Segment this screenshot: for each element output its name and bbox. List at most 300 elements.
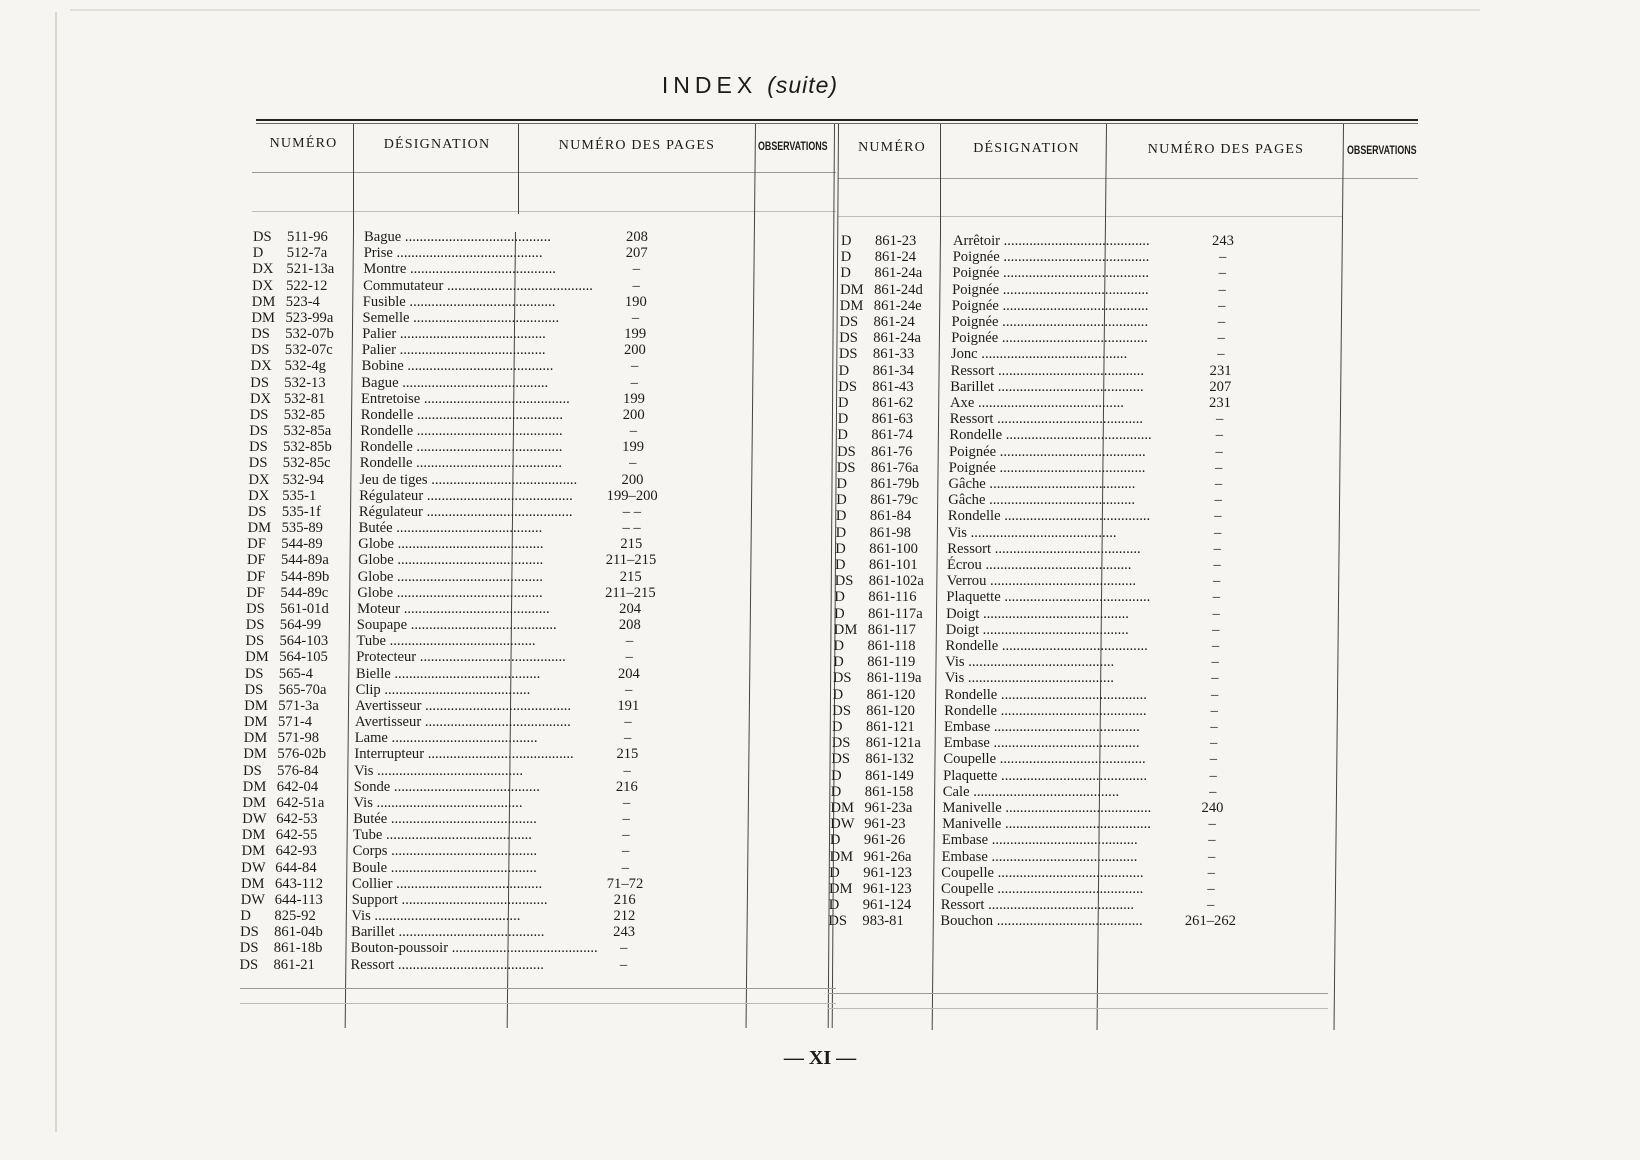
table-row	[240, 908, 740, 924]
table-row	[839, 330, 1339, 346]
row-number: 861-119a	[866, 670, 922, 687]
row-number: 861-120	[866, 686, 916, 703]
row-designation: Tube ........................................	[356, 633, 536, 650]
table-row	[836, 525, 1336, 541]
row-pages: –	[1213, 540, 1221, 557]
row-designation: Coupelle ........................................	[941, 881, 1144, 897]
page-title	[0, 72, 1500, 99]
row-designation: Poignée ........................................	[952, 281, 1149, 298]
row-designation: Interrupteur ........................................	[354, 746, 574, 763]
row-number: 576-02b	[277, 746, 327, 763]
row-pages: 190	[624, 293, 647, 310]
row-prefix: DS	[838, 346, 858, 363]
row-prefix: DW	[240, 891, 266, 908]
row-number: 861-24	[874, 249, 917, 266]
table-row	[244, 714, 744, 730]
row-designation: Doigt ........................................	[945, 621, 1129, 638]
row-prefix: D	[832, 719, 843, 735]
row-number: 861-21	[273, 956, 315, 973]
row-prefix: D	[834, 589, 845, 606]
row-designation: Gâche ........................................	[948, 492, 1136, 509]
row-number: 961-123	[863, 881, 912, 897]
row-pages: –	[620, 940, 628, 957]
row-designation: Gâche ........................................	[948, 476, 1136, 492]
subheader-rule-right	[838, 216, 1342, 217]
row-designation: Lame ........................................	[354, 730, 538, 747]
row-pages: –	[1213, 573, 1221, 590]
row-pages: –	[625, 649, 633, 666]
row-pages: –	[1211, 670, 1219, 687]
row-designation: Avertisseur ........................................	[355, 714, 571, 731]
row-number: 861-34	[872, 362, 914, 379]
table-row	[829, 897, 1329, 913]
row-pages: –	[1219, 249, 1227, 266]
row-designation: Ressort ........................................	[950, 362, 1144, 379]
row-number: 861-04b	[274, 924, 323, 941]
row-designation: Embase ........................................	[941, 848, 1138, 865]
table-row	[836, 492, 1336, 508]
row-pages: 207	[1209, 378, 1232, 395]
row-designation: Poignée ........................................	[952, 265, 1149, 282]
row-designation: Bague ........................................	[364, 229, 551, 245]
table-row	[241, 892, 741, 908]
row-pages: –	[632, 261, 641, 278]
row-pages: –	[1208, 832, 1216, 849]
row-designation: Rondelle ........................................	[947, 508, 1151, 525]
table-row	[837, 444, 1337, 460]
row-pages: –	[1217, 346, 1225, 363]
row-prefix: D	[837, 411, 849, 428]
row-pages: –	[1215, 427, 1224, 444]
row-number: 861-119	[867, 654, 916, 671]
row-number: 642-53	[276, 811, 318, 828]
table-row	[833, 687, 1333, 703]
table-row	[240, 957, 740, 973]
row-prefix: DM	[829, 881, 853, 897]
row-prefix: DS	[839, 314, 859, 330]
row-designation: Vis ........................................	[944, 670, 1114, 687]
row-prefix: DM	[245, 649, 269, 666]
row-designation: Embase ........................................	[943, 735, 1140, 752]
row-number: 983-81	[862, 913, 904, 930]
row-prefix: D	[833, 654, 844, 671]
row-pages: –	[1209, 767, 1217, 784]
row-pages: –	[619, 956, 628, 973]
row-prefix: DM	[242, 778, 267, 795]
table-row	[832, 703, 1332, 719]
table-row	[247, 552, 747, 568]
row-prefix: DM	[830, 800, 855, 816]
row-designation: Poignée ........................................	[952, 249, 1150, 266]
table-row	[840, 298, 1340, 314]
row-designation: Ressort ........................................	[350, 956, 544, 973]
row-number: 523-99a	[285, 309, 334, 326]
row-designation: Palier ........................................	[361, 342, 546, 359]
row-number: 861-121a	[865, 735, 921, 752]
row-prefix: DM	[839, 297, 864, 314]
row-designation: Globe ........................................	[357, 568, 543, 585]
row-designation: Boule ........................................	[352, 859, 537, 876]
bottom-rule-right	[828, 993, 1328, 994]
table-row	[246, 617, 746, 633]
row-pages: –	[629, 455, 637, 472]
row-prefix: DS	[244, 665, 264, 682]
row-designation: Corps ........................................	[352, 843, 538, 860]
row-number: 861-100	[869, 540, 918, 557]
row-prefix: DF	[246, 568, 266, 585]
row-number: 571-98	[277, 730, 320, 747]
row-designation: Coupelle ........................................	[941, 864, 1144, 881]
row-prefix: DF	[247, 536, 266, 553]
table-row	[832, 735, 1332, 751]
row-number: 861-117a	[868, 605, 923, 622]
row-pages: –	[1210, 719, 1218, 735]
row-prefix: D	[835, 508, 847, 525]
row-pages: 200	[621, 471, 644, 488]
row-number: 861-79c	[870, 492, 919, 509]
table-row	[830, 832, 1330, 848]
row-prefix: DS	[245, 633, 265, 650]
row-prefix: DF	[246, 584, 266, 601]
row-designation: Écrou ........................................	[947, 557, 1132, 573]
row-number: 576-84	[277, 762, 319, 779]
table-row	[831, 768, 1331, 784]
header-designation-right: DÉSIGNATION	[973, 141, 1080, 156]
row-designation: Globe ........................................	[358, 536, 544, 553]
row-pages: 199	[623, 390, 645, 407]
row-prefix: DX	[250, 390, 272, 407]
bottom-rule-left	[240, 988, 836, 989]
row-number: 511-96	[287, 229, 328, 245]
row-pages: –	[622, 811, 630, 828]
row-prefix: D	[837, 427, 848, 444]
row-number: 521-13a	[286, 261, 335, 278]
row-prefix: D	[831, 767, 842, 784]
row-number: 532-94	[282, 471, 324, 488]
table-row	[835, 541, 1335, 557]
row-pages: 240	[1201, 800, 1224, 816]
table-row	[834, 589, 1334, 605]
row-pages: –	[1211, 638, 1220, 654]
header-designation-left: DÉSIGNATION	[383, 137, 491, 152]
row-designation: Prise ........................................	[363, 245, 543, 262]
row-prefix: D	[835, 557, 846, 573]
row-pages: 204	[617, 665, 640, 682]
table-row	[250, 407, 750, 423]
page-edge	[55, 12, 57, 1132]
row-prefix: DM	[244, 714, 268, 731]
table-row	[244, 698, 744, 714]
row-number: 523-4	[285, 293, 320, 310]
row-number: 532-85c	[282, 455, 331, 472]
row-pages: –	[1214, 492, 1222, 509]
table-row	[248, 520, 748, 536]
row-number: 861-33	[872, 346, 915, 363]
row-prefix: DM	[242, 794, 267, 811]
row-number: 861-76	[871, 443, 913, 460]
row-number: 861-84	[869, 508, 912, 525]
col-divider	[518, 124, 519, 214]
row-designation: Collier ........................................	[352, 875, 543, 892]
row-prefix: DS	[249, 439, 268, 456]
row-designation: Plaquette ........................................	[946, 589, 1151, 606]
table-row	[840, 282, 1340, 298]
bottom-rule-left-2	[240, 1003, 836, 1004]
table-row	[247, 536, 747, 552]
row-prefix: DS	[247, 503, 267, 520]
row-number: 561-01d	[280, 600, 329, 617]
row-number: 861-149	[865, 767, 914, 784]
table-row	[834, 606, 1334, 622]
row-pages: –	[631, 309, 640, 326]
row-prefix: DM	[840, 281, 864, 298]
row-designation: Rondelle ........................................	[360, 406, 563, 423]
table-row	[245, 649, 745, 665]
subheader-rule-left	[252, 211, 836, 212]
table-row	[251, 326, 751, 342]
table-row	[831, 751, 1331, 767]
row-prefix: DF	[247, 552, 266, 569]
row-number: 861-24d	[874, 281, 923, 298]
row-number: 961-26	[863, 832, 906, 849]
top-rule	[256, 119, 1418, 121]
row-designation: Axe ........................................	[950, 395, 1124, 411]
row-prefix: DW	[830, 816, 855, 833]
row-designation: Poignée ........................................	[949, 443, 1146, 460]
table-row	[834, 622, 1334, 638]
row-pages: –	[1218, 265, 1227, 282]
row-pages: –	[624, 730, 632, 747]
table-row	[833, 670, 1333, 686]
row-number: 861-79b	[870, 476, 920, 492]
row-number: 961-23a	[864, 800, 913, 816]
table-row	[243, 746, 743, 762]
table-row	[243, 779, 743, 795]
table-row	[838, 411, 1338, 427]
table-row	[240, 924, 740, 940]
row-pages: –	[1211, 654, 1219, 671]
row-number: 642-93	[275, 843, 317, 860]
table-row	[832, 719, 1332, 735]
row-prefix: DM	[243, 730, 268, 747]
row-number: 861-74	[871, 427, 913, 444]
header-numero-left: NUMÉRO	[269, 136, 338, 151]
table-row	[830, 849, 1330, 865]
row-number: 861-158	[864, 783, 914, 800]
row-designation: Clip ........................................	[355, 681, 531, 698]
row-designation: Semelle ........................................	[362, 309, 560, 326]
table-row	[841, 249, 1341, 265]
row-pages: 207	[625, 245, 648, 262]
row-number: 861-118	[867, 638, 916, 654]
table-row	[839, 346, 1339, 362]
row-prefix: DS	[250, 342, 270, 359]
row-designation: Rondelle ........................................	[360, 439, 563, 456]
row-number: 544-89c	[280, 584, 329, 601]
row-pages: 231	[1209, 362, 1232, 379]
header-pages-left: NUMÉRO DES PAGES	[558, 138, 716, 153]
table-row	[835, 573, 1335, 589]
row-designation: Arrêtoir ........................................	[953, 233, 1150, 249]
row-pages: –	[1210, 686, 1219, 703]
table-row	[253, 245, 753, 261]
row-designation: Rondelle ........................................	[944, 686, 1147, 703]
table-row	[840, 265, 1340, 281]
table-row	[831, 784, 1331, 800]
row-number: 861-63	[871, 411, 914, 428]
row-prefix: DS	[239, 956, 259, 973]
row-number: 535-1f	[281, 503, 321, 520]
row-number: 861-24	[873, 314, 915, 330]
row-prefix: D	[835, 524, 847, 541]
table-row	[837, 460, 1337, 476]
table-row	[243, 795, 743, 811]
row-number: 861-24a	[874, 265, 923, 282]
row-number: 961-123	[863, 864, 912, 881]
row-designation: Régulateur ........................................	[358, 503, 573, 520]
row-pages: 231	[1209, 395, 1231, 411]
row-pages: –	[621, 859, 629, 876]
row-designation: Embase ........................................	[941, 832, 1138, 849]
table-row	[253, 229, 753, 245]
row-number: 571-4	[278, 714, 313, 731]
row-designation: Sonde ........................................	[353, 778, 540, 795]
header-rule-left	[252, 172, 836, 173]
table-row	[249, 455, 749, 471]
table-row	[836, 508, 1336, 524]
row-number: 861-98	[869, 524, 911, 541]
row-prefix: DS	[239, 940, 259, 957]
row-number: 861-132	[865, 751, 915, 768]
row-prefix: D	[834, 605, 845, 622]
row-prefix: DS	[246, 600, 265, 617]
table-row	[833, 654, 1333, 670]
row-number: 861-18b	[273, 940, 323, 957]
table-row	[243, 763, 743, 779]
row-number: 644-84	[275, 859, 317, 876]
row-number: 861-121	[866, 719, 915, 735]
row-pages: –	[1207, 897, 1215, 914]
row-prefix: D	[252, 245, 264, 262]
row-designation: Fusible ........................................	[362, 293, 556, 310]
row-designation: Verrou ........................................	[946, 573, 1136, 590]
row-prefix: DM	[251, 293, 276, 310]
row-pages: –	[621, 843, 630, 860]
row-prefix: DM	[251, 309, 276, 326]
row-prefix: DS	[832, 702, 851, 719]
page-number: — XI —	[783, 1047, 857, 1069]
row-pages: –	[1207, 864, 1215, 881]
row-designation: Bielle ........................................	[355, 665, 541, 682]
row-number: 544-89a	[281, 552, 329, 569]
table-row	[829, 865, 1329, 881]
row-pages: –	[1217, 314, 1226, 330]
row-number: 535-89	[281, 520, 323, 537]
row-pages: 211–215	[605, 552, 657, 569]
header-pages-right: NUMÉRO DES PAGES	[1147, 142, 1305, 157]
row-number: 643-112	[275, 875, 324, 892]
row-prefix: DM	[241, 843, 266, 860]
row-number: 532-07c	[284, 342, 333, 359]
row-prefix: DM	[829, 848, 854, 865]
row-designation: Poignée ........................................	[951, 297, 1149, 314]
row-number: 522-12	[286, 277, 328, 294]
row-pages: –	[1209, 783, 1217, 800]
table-row	[242, 811, 742, 827]
row-pages: 200	[622, 406, 645, 423]
row-number: 512-7a	[286, 245, 328, 262]
table-row	[246, 633, 746, 649]
row-designation: Jonc ........................................	[950, 346, 1128, 363]
table-row	[250, 391, 750, 407]
row-prefix: D	[829, 832, 841, 849]
row-pages: –	[1210, 735, 1218, 752]
table-row	[841, 233, 1341, 249]
row-designation: Doigt ........................................	[946, 605, 1129, 622]
table-row	[840, 314, 1340, 330]
table-row	[249, 423, 749, 439]
col-divider	[940, 124, 941, 234]
row-number: 532-85a	[283, 423, 332, 440]
row-pages: –	[1218, 281, 1226, 298]
row-number: 535-1	[282, 487, 317, 504]
table-row	[246, 585, 746, 601]
table-row	[248, 488, 748, 504]
table-row	[246, 601, 746, 617]
row-designation: Plaquette ........................................	[943, 767, 1147, 784]
row-prefix: DS	[250, 374, 269, 391]
row-number: 961-26a	[863, 848, 912, 865]
row-designation: Vis ........................................	[353, 794, 523, 811]
row-designation: Protecteur ........................................	[356, 649, 566, 666]
row-designation: Barillet ........................................	[351, 924, 545, 941]
row-number: 642-55	[275, 827, 318, 844]
row-designation: Cale ........................................	[942, 783, 1120, 800]
row-prefix: DS	[245, 617, 265, 634]
row-number: 532-81	[284, 390, 326, 407]
row-pages: –	[1217, 330, 1225, 347]
row-designation: Montre ........................................	[363, 261, 556, 278]
row-designation: Ressort ........................................	[940, 897, 1135, 914]
row-designation: Globe ........................................	[358, 552, 544, 569]
row-prefix: D	[830, 783, 842, 800]
row-pages: –	[632, 277, 640, 294]
row-number: 861-101	[869, 557, 918, 573]
row-pages: – –	[622, 503, 642, 520]
row-pages: –	[629, 423, 638, 440]
table-row	[837, 476, 1337, 492]
row-number: 961-124	[862, 897, 912, 914]
row-designation: Ressort ........................................	[949, 411, 1144, 428]
page-edge-top	[70, 9, 1480, 11]
col-divider	[353, 124, 354, 232]
row-prefix: DX	[248, 487, 270, 504]
row-prefix: DS	[828, 913, 848, 930]
row-designation: Commutateur ........................................	[363, 277, 593, 294]
table-row	[242, 843, 742, 859]
row-prefix: D	[829, 864, 840, 881]
row-number: 564-105	[279, 649, 328, 666]
row-prefix: DS	[834, 573, 854, 590]
row-number: 644-113	[274, 891, 323, 908]
row-pages: –	[630, 374, 638, 391]
row-prefix: DS	[244, 681, 264, 698]
row-pages: –	[1212, 605, 1220, 622]
row-number: 532-85b	[283, 439, 332, 456]
row-prefix: DS	[243, 762, 262, 779]
row-number: 861-23	[875, 233, 917, 249]
table-row	[831, 800, 1331, 816]
